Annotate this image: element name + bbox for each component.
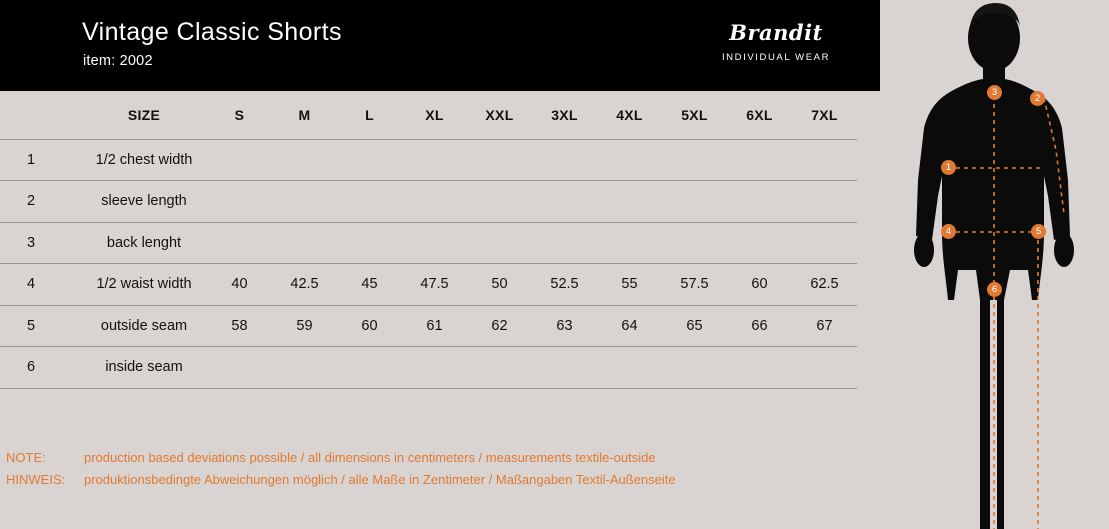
column-header-3xl: 3XL	[532, 91, 597, 139]
measurement-figure-panel	[880, 0, 1109, 529]
measurement-cell	[662, 181, 727, 223]
measurement-cell: 60	[727, 264, 792, 306]
note-de-text: produktionsbedingte Abweichungen möglich / alle Maße in Zentimeter / Maßangaben Textil-Außenseite	[84, 472, 676, 487]
column-header-7xl: 7XL	[792, 91, 857, 139]
page-title: Vintage Classic Shorts	[82, 18, 342, 46]
row-label: inside seam	[62, 347, 207, 389]
row-index: 2	[0, 181, 62, 223]
note-en-label: NOTE:	[6, 450, 46, 465]
measurement-cell	[337, 181, 402, 223]
brand-tagline: INDIVIDUAL WEAR	[721, 52, 831, 64]
measurement-cell	[207, 347, 272, 389]
measurement-cell	[207, 222, 272, 264]
table-row	[0, 139, 857, 181]
column-header-6xl: 6XL	[727, 91, 792, 139]
note-de-label: HINWEIS:	[6, 472, 66, 487]
measurement-cell: 40	[207, 264, 272, 306]
brand-logo	[696, 20, 856, 63]
measurement-cell	[402, 139, 467, 181]
measurement-cell	[597, 222, 662, 264]
measurement-cell: 52.5	[532, 264, 597, 306]
measurement-cell	[467, 222, 532, 264]
row-label: back lenght	[62, 222, 207, 264]
row-label: 1/2 chest width	[62, 139, 207, 181]
measurement-cell: 57.5	[662, 264, 727, 306]
measurement-cell	[662, 347, 727, 389]
item-number: item: 2002	[83, 53, 153, 69]
table-row	[0, 222, 857, 264]
measurement-cell: 66	[727, 305, 792, 347]
note-en-text: production based deviations possible / all dimensions in centimeters / measurements textile-outside	[84, 450, 656, 465]
size-table-body	[0, 91, 857, 388]
size-table-wrapper	[0, 91, 880, 389]
measurement-cell	[272, 222, 337, 264]
column-header-m: M	[272, 91, 337, 139]
row-label: sleeve length	[62, 181, 207, 223]
measurement-cell	[272, 347, 337, 389]
row-index: 3	[0, 222, 62, 264]
measurement-cell	[662, 139, 727, 181]
row-index: 1	[0, 139, 62, 181]
measurement-cell	[727, 139, 792, 181]
measurement-cell: 62	[467, 305, 532, 347]
row-label: outside seam	[62, 305, 207, 347]
brand-name: Brandit	[729, 20, 823, 45]
figure-marker-6: 6	[987, 282, 1002, 297]
column-header-4xl: 4XL	[597, 91, 662, 139]
measurement-cell: 45	[337, 264, 402, 306]
column-header-s: S	[207, 91, 272, 139]
row-label: 1/2 waist width	[62, 264, 207, 306]
measurement-cell	[402, 222, 467, 264]
measurement-cell	[207, 181, 272, 223]
column-header-xxl: XXL	[467, 91, 532, 139]
table-row	[0, 347, 857, 389]
figure-marker-4: 4	[941, 224, 956, 239]
measurement-cell: 61	[402, 305, 467, 347]
measurement-cell	[792, 181, 857, 223]
figure-marker-3: 3	[987, 85, 1002, 100]
measurement-cell	[337, 139, 402, 181]
measurement-cell: 42.5	[272, 264, 337, 306]
notes-block	[6, 447, 676, 491]
figure-marker-2: 2	[1030, 91, 1045, 106]
header-size-label: SIZE	[62, 91, 207, 139]
measurement-cell: 62.5	[792, 264, 857, 306]
note-en	[6, 447, 676, 469]
body-figure-illustration	[880, 0, 1109, 529]
measurement-cell	[727, 181, 792, 223]
measurement-cell	[727, 222, 792, 264]
measurement-cell	[402, 347, 467, 389]
measurement-cell: 55	[597, 264, 662, 306]
column-header-5xl: 5XL	[662, 91, 727, 139]
column-header-l: L	[337, 91, 402, 139]
table-header-row	[0, 91, 857, 139]
measurement-cell	[532, 347, 597, 389]
measurement-cell	[792, 222, 857, 264]
measurement-cell: 67	[792, 305, 857, 347]
measurement-cell	[337, 222, 402, 264]
measurement-cell	[467, 347, 532, 389]
measurement-cell	[792, 347, 857, 389]
measurement-cell	[727, 347, 792, 389]
measurement-cell	[532, 139, 597, 181]
measurement-cell: 64	[597, 305, 662, 347]
measurement-cell	[792, 139, 857, 181]
measurement-cell	[532, 222, 597, 264]
measurement-cell	[402, 181, 467, 223]
row-index: 6	[0, 347, 62, 389]
figure-marker-1: 1	[941, 160, 956, 175]
measurement-cell: 65	[662, 305, 727, 347]
row-index: 5	[0, 305, 62, 347]
measurement-cell	[467, 139, 532, 181]
header-bar	[0, 0, 880, 91]
size-table	[0, 91, 857, 389]
table-row	[0, 181, 857, 223]
measurement-cell: 63	[532, 305, 597, 347]
measurement-cell	[662, 222, 727, 264]
figure-marker-5: 5	[1031, 224, 1046, 239]
measurement-cell: 59	[272, 305, 337, 347]
measurement-cell	[337, 347, 402, 389]
measurement-cell: 50	[467, 264, 532, 306]
measurement-cell	[207, 139, 272, 181]
header-index-cell	[0, 91, 62, 139]
measurement-cell: 58	[207, 305, 272, 347]
note-de	[6, 469, 676, 491]
column-header-xl: XL	[402, 91, 467, 139]
measurement-cell	[272, 181, 337, 223]
measurement-cell: 47.5	[402, 264, 467, 306]
measurement-cell	[597, 181, 662, 223]
table-row	[0, 264, 857, 306]
measurement-cell	[597, 347, 662, 389]
table-row	[0, 305, 857, 347]
row-index: 4	[0, 264, 62, 306]
measurement-cell	[272, 139, 337, 181]
measurement-cell	[597, 139, 662, 181]
measurement-cell	[532, 181, 597, 223]
measurement-cell: 60	[337, 305, 402, 347]
measurement-cell	[467, 181, 532, 223]
